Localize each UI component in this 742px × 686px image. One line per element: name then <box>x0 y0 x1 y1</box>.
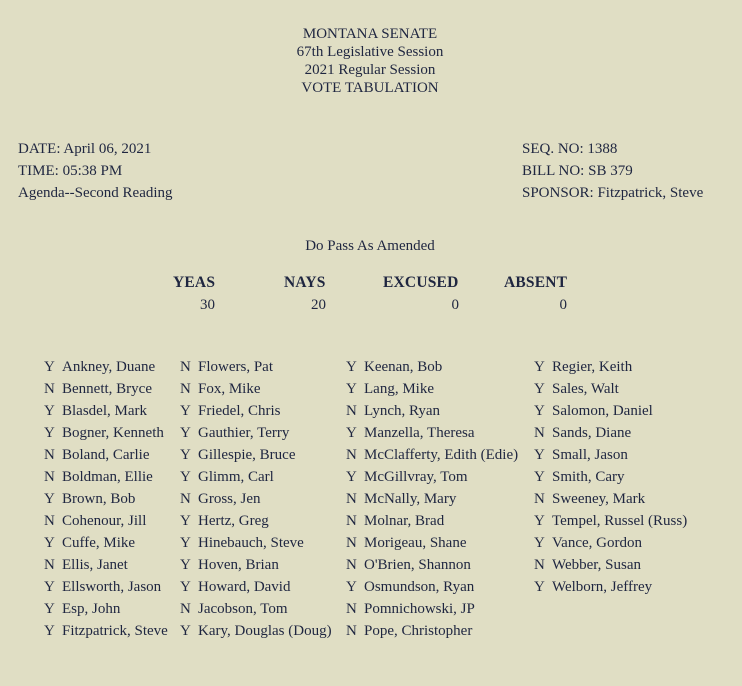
senator-name: Sweeney, Mark <box>552 491 646 507</box>
sponsor: SPONSOR: Fitzpatrick, Steve <box>522 185 704 201</box>
senator-name: Ellsworth, Jason <box>62 579 162 595</box>
voter-row <box>44 380 168 402</box>
vote-mark: Y <box>180 447 191 463</box>
senator-name: Welborn, Jeffrey <box>552 579 653 595</box>
voter-row <box>44 622 168 644</box>
vote-mark: N <box>346 513 357 529</box>
voter-row <box>346 424 518 446</box>
vote-mark: Y <box>180 513 191 529</box>
vote-mark: Y <box>44 623 55 639</box>
motion: Do Pass As Amended <box>305 238 435 254</box>
senator-name: McNally, Mary <box>364 491 457 507</box>
vote-mark: Y <box>180 403 191 419</box>
voter-row <box>180 402 332 424</box>
voter-row <box>346 402 518 424</box>
voter-row <box>346 446 518 468</box>
senator-name: Keenan, Bob <box>364 359 443 375</box>
senator-name: Gross, Jen <box>198 491 261 507</box>
voter-row <box>180 380 332 402</box>
voter-row <box>534 402 687 424</box>
vote-mark: Y <box>44 403 55 419</box>
vote-mark: Y <box>180 425 191 441</box>
voter-row <box>44 556 168 578</box>
senator-name: Flowers, Pat <box>198 359 273 375</box>
vote-mark: Y <box>534 469 545 485</box>
voter-row <box>180 622 332 644</box>
vote-mark: Y <box>180 623 191 639</box>
senator-name: Lynch, Ryan <box>364 403 441 419</box>
roster-column-3 <box>346 358 518 644</box>
voter-row <box>180 600 332 622</box>
vote-mark: N <box>346 403 357 419</box>
regular-session: 2021 Regular Session <box>304 62 436 78</box>
excused-count: 0 <box>451 297 459 313</box>
senator-name: Vance, Gordon <box>552 535 642 551</box>
vote-mark: N <box>346 623 357 639</box>
senator-name: Morigeau, Shane <box>364 535 467 551</box>
voter-row <box>180 446 332 468</box>
sequence-number: SEQ. NO: 1388 <box>522 141 618 157</box>
document-header <box>0 25 740 97</box>
senator-name: Blasdel, Mark <box>62 403 147 419</box>
senator-name: Kary, Douglas (Doug) <box>198 623 332 639</box>
senator-name: Gauthier, Terry <box>198 425 290 441</box>
senator-name: Sands, Diane <box>552 425 632 441</box>
voter-row <box>346 622 518 644</box>
senator-name: Pomnichowski, JP <box>364 601 475 617</box>
senator-name: Ellis, Janet <box>62 557 128 573</box>
meta-left <box>18 138 173 204</box>
vote-mark: Y <box>534 579 545 595</box>
vote-mark: Y <box>44 359 55 375</box>
vote-mark: Y <box>346 359 357 375</box>
vote-mark: Y <box>534 359 545 375</box>
senator-name: Webber, Susan <box>552 557 642 573</box>
voter-row <box>534 490 687 512</box>
senator-name: Bogner, Kenneth <box>62 425 164 441</box>
voter-row <box>180 358 332 380</box>
senator-name: Molnar, Brad <box>364 513 445 529</box>
nays-count: 20 <box>311 297 326 313</box>
vote-time: TIME: 05:38 PM <box>18 163 123 179</box>
vote-mark: N <box>44 381 55 397</box>
vote-mark: N <box>534 557 545 573</box>
vote-mark: Y <box>180 469 191 485</box>
yeas-label: YEAS <box>173 274 216 291</box>
voter-row <box>534 512 687 534</box>
voter-row <box>346 468 518 490</box>
voter-row <box>44 402 168 424</box>
vote-mark: N <box>44 447 55 463</box>
voter-row <box>534 380 687 402</box>
vote-mark: Y <box>534 381 545 397</box>
voter-row <box>534 534 687 556</box>
vote-mark: Y <box>534 447 545 463</box>
voter-row <box>44 358 168 380</box>
senator-name: Howard, David <box>198 579 291 595</box>
senator-name: McGillvray, Tom <box>364 469 468 485</box>
voter-row <box>180 578 332 600</box>
vote-mark: N <box>180 381 191 397</box>
vote-mark: N <box>44 469 55 485</box>
vote-mark: Y <box>534 403 545 419</box>
senator-name: Esp, John <box>62 601 121 617</box>
voter-row <box>44 424 168 446</box>
vote-mark: N <box>346 447 357 463</box>
voter-row <box>346 358 518 380</box>
voter-row <box>44 446 168 468</box>
senator-name: Fox, Mike <box>198 381 261 397</box>
senator-name: Boland, Carlie <box>62 447 150 463</box>
meta-right <box>522 138 703 204</box>
senator-name: Salomon, Daniel <box>552 403 653 419</box>
voter-row <box>346 578 518 600</box>
voter-row <box>44 578 168 600</box>
vote-mark: N <box>346 601 357 617</box>
voter-row <box>346 380 518 402</box>
voter-row <box>180 556 332 578</box>
vote-mark: Y <box>534 513 545 529</box>
vote-mark: Y <box>44 491 55 507</box>
senator-name: Regier, Keith <box>552 359 633 375</box>
vote-mark: Y <box>44 579 55 595</box>
senator-name: Osmundson, Ryan <box>364 579 475 595</box>
senator-name: Hertz, Greg <box>198 513 269 529</box>
voter-row <box>346 512 518 534</box>
voter-row <box>534 358 687 380</box>
senator-name: O'Brien, Shannon <box>364 557 471 573</box>
document-type: VOTE TABULATION <box>301 80 439 96</box>
voter-row <box>180 534 332 556</box>
voter-row <box>44 534 168 556</box>
senator-name: Boldman, Ellie <box>62 469 153 485</box>
vote-mark: Y <box>346 381 357 397</box>
vote-mark: N <box>346 557 357 573</box>
voter-row <box>44 600 168 622</box>
vote-mark: N <box>534 491 545 507</box>
yeas-count: 30 <box>200 297 215 313</box>
vote-mark: N <box>180 359 191 375</box>
senator-name: Pope, Christopher <box>364 623 473 639</box>
voter-row <box>534 446 687 468</box>
voter-row <box>346 534 518 556</box>
voter-row <box>180 424 332 446</box>
nays-label: NAYS <box>284 274 326 291</box>
vote-mark: N <box>346 491 357 507</box>
vote-mark: N <box>180 491 191 507</box>
agenda: Agenda--Second Reading <box>18 185 173 201</box>
voter-row <box>180 512 332 534</box>
absent-count: 0 <box>559 297 567 313</box>
senator-name: Bennett, Bryce <box>62 381 152 397</box>
bill-number: BILL NO: SB 379 <box>522 163 633 179</box>
senator-name: Friedel, Chris <box>198 403 281 419</box>
voter-row <box>180 490 332 512</box>
senator-name: Smith, Cary <box>552 469 625 485</box>
voter-row <box>534 556 687 578</box>
roster-column-4 <box>534 358 687 600</box>
chamber-title: MONTANA SENATE <box>302 26 438 42</box>
senator-name: Jacobson, Tom <box>198 601 288 617</box>
vote-mark: Y <box>346 579 357 595</box>
vote-mark: N <box>44 513 55 529</box>
senator-name: McClafferty, Edith (Edie) <box>364 447 519 463</box>
vote-mark: Y <box>180 535 191 551</box>
voter-row <box>346 600 518 622</box>
voter-row <box>44 490 168 512</box>
senator-name: Small, Jason <box>552 447 628 463</box>
voter-row <box>346 556 518 578</box>
vote-mark: Y <box>180 557 191 573</box>
senator-name: Cuffe, Mike <box>62 535 136 551</box>
voter-row <box>44 512 168 534</box>
voter-row <box>346 490 518 512</box>
vote-mark: N <box>44 557 55 573</box>
voter-row <box>534 424 687 446</box>
vote-date: DATE: April 06, 2021 <box>18 141 152 157</box>
vote-mark: Y <box>534 535 545 551</box>
vote-mark: Y <box>346 469 357 485</box>
senator-name: Cohenour, Jill <box>62 513 147 529</box>
senator-name: Glimm, Carl <box>198 469 274 485</box>
vote-mark: Y <box>346 425 357 441</box>
vote-mark: Y <box>44 425 55 441</box>
senator-name: Brown, Bob <box>62 491 136 507</box>
excused-label: EXCUSED <box>383 274 459 291</box>
voter-row <box>44 468 168 490</box>
senator-name: Lang, Mike <box>364 381 434 397</box>
vote-mark: Y <box>44 535 55 551</box>
senator-name: Fitzpatrick, Steve <box>62 623 168 639</box>
senator-name: Hoven, Brian <box>198 557 279 573</box>
legislative-session: 67th Legislative Session <box>296 44 444 60</box>
voter-row <box>534 468 687 490</box>
roster-column-2 <box>180 358 332 644</box>
senator-name: Hinebauch, Steve <box>198 535 304 551</box>
voter-row <box>180 468 332 490</box>
senator-name: Manzella, Theresa <box>364 425 475 441</box>
vote-mark: N <box>180 601 191 617</box>
vote-mark: N <box>346 535 357 551</box>
vote-mark: Y <box>44 601 55 617</box>
senator-name: Gillespie, Bruce <box>198 447 296 463</box>
senator-name: Tempel, Russel (Russ) <box>552 513 688 529</box>
vote-mark: N <box>534 425 545 441</box>
senator-name: Sales, Walt <box>552 381 619 397</box>
roster-column-1 <box>44 358 168 644</box>
absent-label: ABSENT <box>504 274 568 291</box>
senator-name: Ankney, Duane <box>62 359 156 375</box>
voter-row <box>534 578 687 600</box>
vote-mark: Y <box>180 579 191 595</box>
